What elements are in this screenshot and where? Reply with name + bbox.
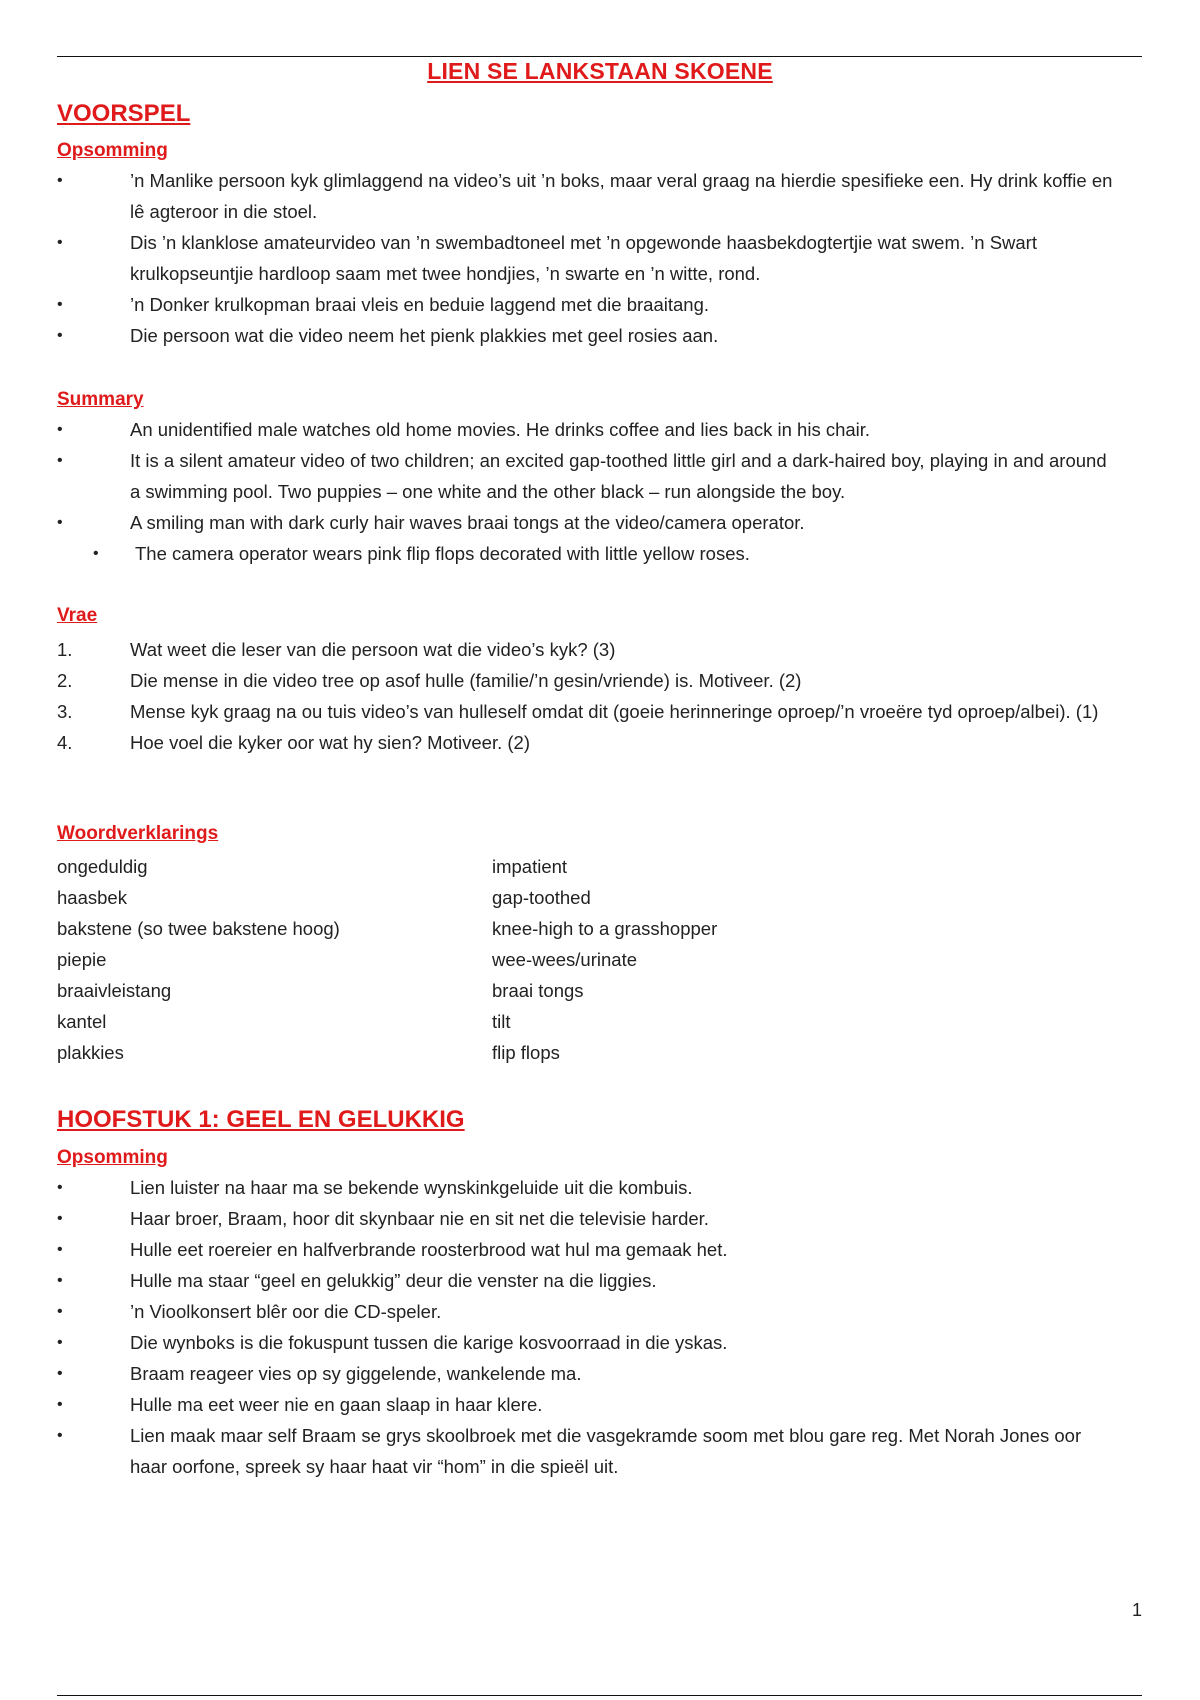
- bullet-icon: •: [93, 545, 99, 562]
- list-item: 4. Hoe voel die kyker oor wat hy sien? Motiveer. (2): [57, 727, 1117, 758]
- list-item: • The camera operator wears pink flip flops decorated with little yellow roses.: [57, 538, 1117, 569]
- list-item: • Haar broer, Braam, hoor dit skynbaar nie en sit net die televisie harder.: [57, 1203, 1117, 1234]
- subheading-woordverklarings: Woordverklarings: [57, 823, 219, 844]
- section-heading-hoofstuk-1: HOOFSTUK 1: GEEL EN GELUKKIG: [57, 1106, 465, 1133]
- list-item: 1. Wat weet die leser van die persoon wat die video’s kyk? (3): [57, 634, 1117, 665]
- bottom-rule: [57, 1695, 1142, 1696]
- bullet-icon: •: [57, 172, 63, 189]
- question-number: 1.: [57, 639, 73, 660]
- list-item: • ’n Vioolkonsert blêr oor die CD-speler.: [57, 1296, 1117, 1327]
- bullet-icon: •: [57, 1241, 63, 1258]
- bullet-icon: •: [57, 452, 63, 469]
- subheading-vrae: Vrae: [57, 605, 98, 626]
- bullet-icon: •: [57, 1334, 63, 1351]
- question-number: 3.: [57, 701, 73, 722]
- glossary-term: ongeduldig: [57, 856, 148, 877]
- list-item: • Hulle eet roereier en halfverbrande roosterbrood wat hul ma gemaak het.: [57, 1234, 1117, 1265]
- table-row: [57, 913, 857, 944]
- question-number: 4.: [57, 732, 73, 753]
- table-row: [57, 882, 857, 913]
- voorspel-vrae-list: [57, 634, 1117, 758]
- hoofstuk1-opsomming-list: [57, 1172, 1117, 1482]
- voorspel-summary-list: [57, 414, 1117, 569]
- glossary-definition: tilt: [492, 1011, 511, 1032]
- table-row: [57, 851, 857, 882]
- glossary-definition: knee-high to a grasshopper: [492, 918, 718, 939]
- list-item: • Lien maak maar self Braam se grys skoolbroek met die vasgekramde soom met blou gare reg. Met Norah Jones oor haar oorfone, spreek sy haar haat vir “hom” in die spieël uit.: [57, 1420, 1117, 1482]
- subheading-opsomming: Opsomming: [57, 140, 168, 161]
- glossary-definition: braai tongs: [492, 980, 584, 1001]
- list-item: • Dis ’n klanklose amateurvideo van ’n swembadtoneel met ’n opgewonde haasbekdogtertjie wat swem. ’n Swart krulkopseuntjie hardloop saam met twee hondjies, ’n swarte en ’n witte, rond.: [57, 227, 1117, 289]
- bullet-icon: •: [57, 1365, 63, 1382]
- glossary-definition: flip flops: [492, 1042, 560, 1063]
- bullet-icon: •: [57, 514, 63, 531]
- glossary-term: braaivleistang: [57, 980, 172, 1001]
- section-heading-voorspel: VOORSPEL: [57, 100, 191, 127]
- list-item: • Hulle ma eet weer nie en gaan slaap in haar klere.: [57, 1389, 1117, 1420]
- bullet-icon: •: [57, 1303, 63, 1320]
- bullet-icon: •: [57, 1396, 63, 1413]
- bullet-icon: •: [57, 327, 63, 344]
- glossary-definition: gap-toothed: [492, 887, 591, 908]
- subheading-opsomming: Opsomming: [57, 1147, 168, 1168]
- list-item: • A smiling man with dark curly hair waves braai tongs at the video/camera operator.: [57, 507, 1117, 538]
- bullet-icon: •: [57, 1427, 63, 1444]
- bullet-icon: •: [57, 1210, 63, 1227]
- glossary-term: plakkies: [57, 1042, 124, 1063]
- glossary-term: piepie: [57, 949, 107, 970]
- page-number: 1: [1131, 1600, 1142, 1620]
- list-item: • ’n Donker krulkopman braai vleis en beduie laggend met die braaitang.: [57, 289, 1117, 320]
- bullet-icon: •: [57, 421, 63, 438]
- table-row: [57, 975, 857, 1006]
- table-row: [57, 1006, 857, 1037]
- glossary-definition: wee-wees/urinate: [492, 949, 637, 970]
- list-item: • Die wynboks is die fokuspunt tussen die karige kosvoorraad in die yskas.: [57, 1327, 1117, 1358]
- list-item: • ’n Manlike persoon kyk glimlaggend na video’s uit ’n boks, maar veral graag na hierdie spesifieke een. Hy drink koffie en lê agteroor in die stoel.: [57, 165, 1117, 227]
- top-rule: [57, 56, 1142, 57]
- list-item: 3. Mense kyk graag na ou tuis video’s van hulleself omdat dit (goeie herinneringe oproep/’n vroeëre tyd oproep/albei). (1): [57, 696, 1117, 727]
- subheading-summary: Summary: [57, 389, 144, 410]
- voorspel-opsomming-list: [57, 165, 1117, 351]
- list-item: 2. Die mense in die video tree op asof hulle (familie/’n gesin/vriende) is. Motiveer. (2): [57, 665, 1117, 696]
- list-item: • Braam reageer vies op sy giggelende, wankelende ma.: [57, 1358, 1117, 1389]
- list-item: • Hulle ma staar “geel en gelukkig” deur die venster na die liggies.: [57, 1265, 1117, 1296]
- table-row: [57, 944, 857, 975]
- glossary-table: [57, 851, 857, 1068]
- bullet-icon: •: [57, 234, 63, 251]
- bullet-icon: •: [57, 1272, 63, 1289]
- glossary-definition: impatient: [492, 856, 568, 877]
- glossary-term: haasbek: [57, 887, 127, 908]
- list-item: • Die persoon wat die video neem het pienk plakkies met geel rosies aan.: [57, 320, 1117, 351]
- bullet-icon: •: [57, 1179, 63, 1196]
- bullet-icon: •: [57, 296, 63, 313]
- list-item: • An unidentified male watches old home movies. He drinks coffee and lies back in his chair.: [57, 414, 1117, 445]
- document-title: LIEN SE LANKSTAAN SKOENE: [427, 58, 773, 84]
- glossary-term: kantel: [57, 1011, 107, 1032]
- list-item: • Lien luister na haar ma se bekende wynskinkgeluide uit die kombuis.: [57, 1172, 1117, 1203]
- glossary-term: bakstene (so twee bakstene hoog): [57, 918, 340, 939]
- list-item: • It is a silent amateur video of two children; an excited gap-toothed little girl and a dark-haired boy, playing in and around a swimming pool. Two puppies – one white and the other black – run alongside the boy.: [57, 445, 1117, 507]
- table-row: [57, 1037, 857, 1068]
- question-number: 2.: [57, 670, 73, 691]
